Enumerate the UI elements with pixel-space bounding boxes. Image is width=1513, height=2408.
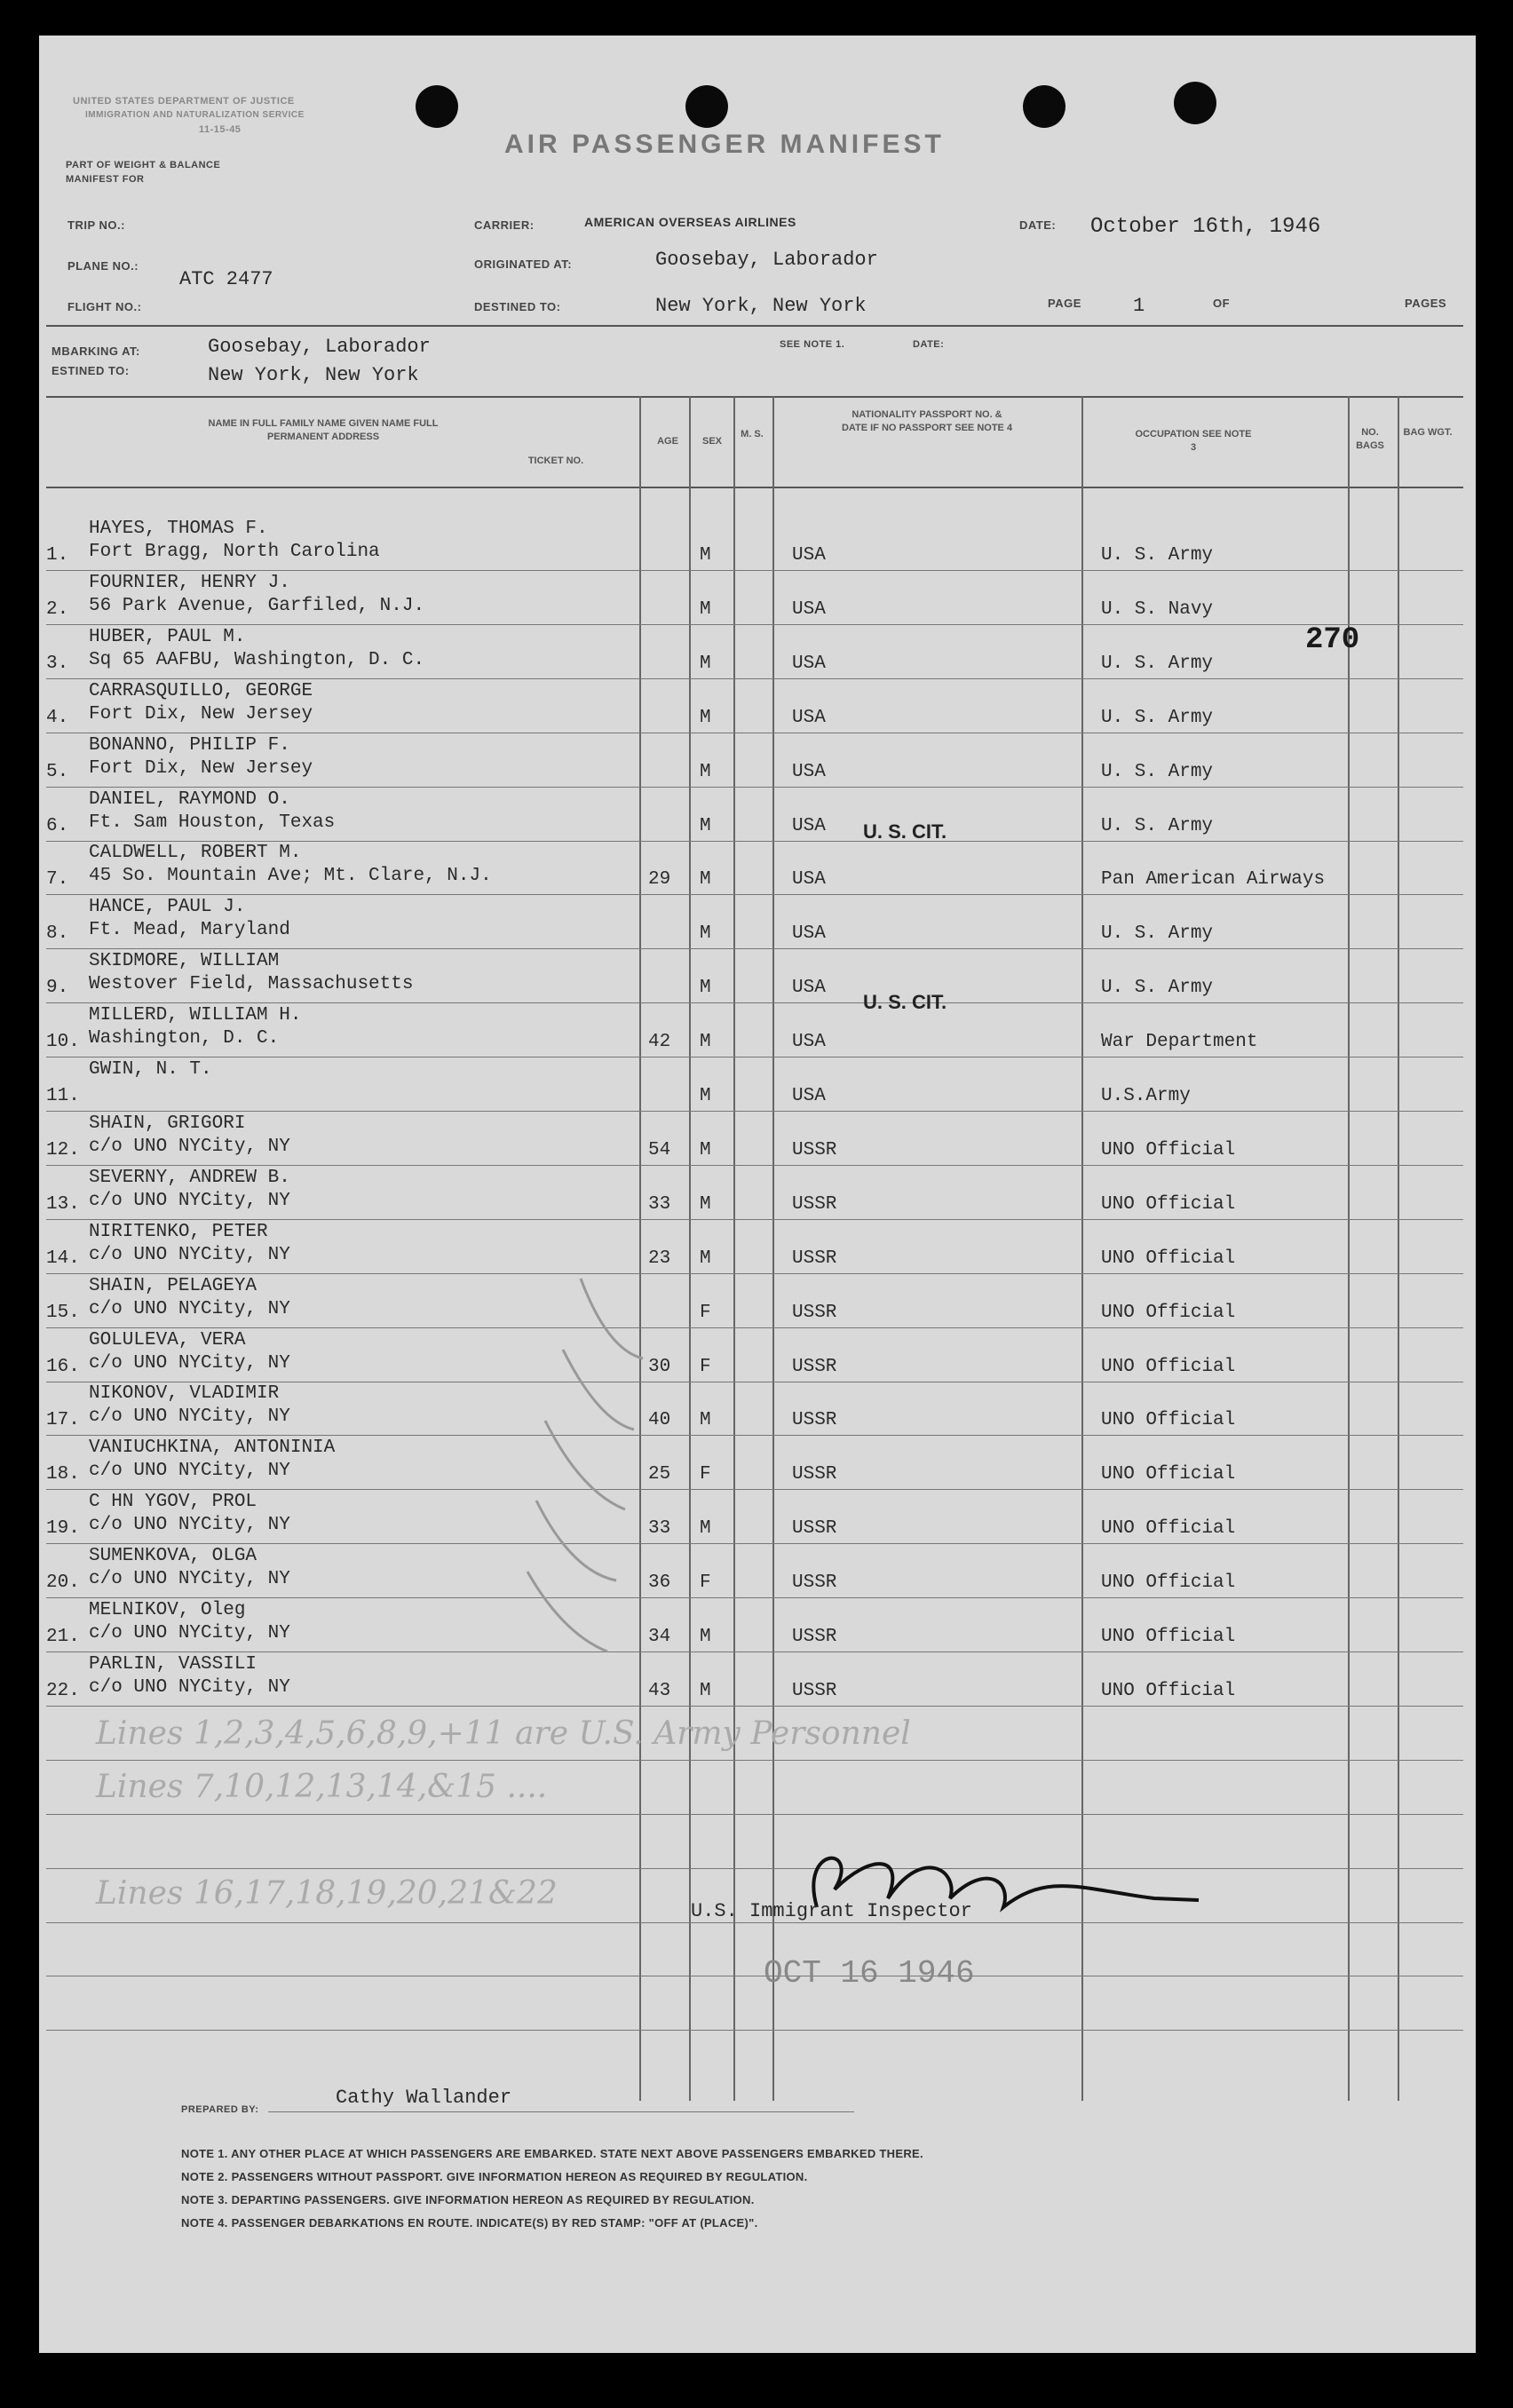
passenger-occupation: UNO Official xyxy=(1101,1572,1236,1594)
plane-no-value: ATC 2477 xyxy=(179,268,273,290)
date2-label: DATE: xyxy=(913,339,945,350)
passenger-sex: M xyxy=(700,1248,711,1269)
row-number: 2. xyxy=(46,598,69,620)
passenger-nationality: USSR xyxy=(792,1572,837,1594)
passenger-occupation: War Department xyxy=(1101,1032,1258,1053)
passenger-occupation: U. S. Army xyxy=(1101,815,1214,836)
prepared-by-label: PREPARED BY: xyxy=(181,2104,259,2115)
passenger-nationality: USA xyxy=(792,598,826,620)
us-cit-stamp: U. S. CIT. xyxy=(863,820,947,843)
passenger-nationality: USSR xyxy=(792,1464,837,1485)
passenger-occupation: UNO Official xyxy=(1101,1302,1236,1323)
embarking-label: MBARKING AT: xyxy=(51,345,140,358)
row-number: 11. xyxy=(46,1086,80,1106)
passenger-sex: M xyxy=(700,1518,711,1540)
passenger-sex: M xyxy=(700,815,711,836)
row-number: 17. xyxy=(46,1410,80,1431)
row-rule xyxy=(46,894,1463,895)
row-rule xyxy=(46,678,1463,679)
passenger-occupation: UNO Official xyxy=(1101,1139,1236,1160)
passenger-nationality: USA xyxy=(792,707,826,728)
passenger-sex: M xyxy=(700,923,711,945)
row-number: 7. xyxy=(46,869,69,891)
passenger-occupation: UNO Official xyxy=(1101,1464,1236,1485)
passenger-address: Washington, D. C. xyxy=(89,1028,280,1050)
passenger-occupation: UNO Official xyxy=(1101,1248,1236,1269)
passenger-occupation: UNO Official xyxy=(1101,1627,1236,1647)
passenger-name: PARLIN, VASSILI xyxy=(89,1653,257,1675)
passenger-sex: M xyxy=(700,1086,711,1106)
row-number: 19. xyxy=(46,1518,80,1540)
handwritten-note: Lines 7,10,12,13,14,&15 .... xyxy=(96,1769,548,1805)
passenger-name: CARRASQUILLO, GEORGE xyxy=(89,680,313,701)
passenger-name: GOLULEVA, VERA xyxy=(89,1329,246,1351)
passenger-sex: M xyxy=(700,978,711,999)
column-rule xyxy=(689,396,691,2101)
row-number: 6. xyxy=(46,815,69,836)
passenger-name: SKIDMORE, WILLIAM xyxy=(89,951,280,972)
passenger-age: 33 xyxy=(648,1193,671,1215)
row-rule xyxy=(46,1327,1463,1328)
row-number: 20. xyxy=(46,1572,80,1594)
row-number: 18. xyxy=(46,1464,80,1485)
page-value: 1 xyxy=(1133,295,1145,317)
col-header-ms: M. S. xyxy=(741,429,764,440)
passenger-occupation: UNO Official xyxy=(1101,1680,1236,1701)
us-cit-stamp: U. S. CIT. xyxy=(863,991,947,1013)
passenger-occupation: UNO Official xyxy=(1101,1410,1236,1431)
destined2-label: ESTINED TO: xyxy=(51,364,130,377)
passenger-sex: M xyxy=(700,1032,711,1053)
passenger-occupation: Pan American Airways xyxy=(1101,869,1326,891)
passenger-sex: F xyxy=(700,1356,711,1377)
passenger-name: HAYES, THOMAS F. xyxy=(89,519,268,539)
footnote: NOTE 2. PASSENGERS WITHOUT PASSPORT. GIVE INFORMATION HEREON AS REQUIRED BY REGULATION. xyxy=(181,2170,808,2183)
date-stamp: OCT 16 1946 xyxy=(764,1955,975,1992)
passenger-address: Ft. Mead, Maryland xyxy=(89,920,290,941)
passenger-address: Ft. Sam Houston, Texas xyxy=(89,812,336,833)
row-rule xyxy=(46,624,1463,625)
passenger-address: c/o UNO NYCity, NY xyxy=(89,1190,290,1211)
passenger-name: NIRITENKO, PETER xyxy=(89,1221,268,1242)
passenger-name: DANIEL, RAYMOND O. xyxy=(89,788,290,810)
plane-no-label: PLANE NO.: xyxy=(67,259,139,273)
passenger-age: 34 xyxy=(648,1627,671,1647)
passenger-address: c/o UNO NYCity, NY xyxy=(89,1406,290,1428)
passenger-sex: M xyxy=(700,1193,711,1215)
passenger-age: 23 xyxy=(648,1248,671,1269)
passenger-nationality: USA xyxy=(792,1032,826,1053)
passenger-address: Sq 65 AAFBU, Washington, D. C. xyxy=(89,649,425,670)
pages-label: PAGES xyxy=(1405,297,1447,310)
divider xyxy=(46,325,1463,327)
footnote: NOTE 4. PASSENGER DEBARKATIONS EN ROUTE. INDICATE(S) BY RED STAMP: "OFF AT (PLACE)". xyxy=(181,2216,758,2230)
punch-hole xyxy=(416,85,458,128)
divider xyxy=(46,396,1463,398)
passenger-address: Fort Dix, New Jersey xyxy=(89,703,313,725)
passenger-age: 33 xyxy=(648,1518,671,1540)
passenger-sex: F xyxy=(700,1464,711,1485)
manifest-for-label: MANIFEST FOR xyxy=(66,174,145,185)
row-number: 12. xyxy=(46,1139,80,1160)
row-number: 1. xyxy=(46,545,69,566)
passenger-nationality: USA xyxy=(792,923,826,945)
handwritten-note: Lines 1,2,3,4,5,6,8,9,+11 are U.S. Army Personnel xyxy=(96,1715,911,1752)
passenger-occupation: U. S. Army xyxy=(1101,923,1214,945)
passenger-nationality: USA xyxy=(792,869,826,891)
date-label: DATE: xyxy=(1019,218,1057,232)
passenger-occupation: U. S. Army xyxy=(1101,545,1214,566)
row-number: 16. xyxy=(46,1356,80,1377)
weight-annotation: 270 xyxy=(1305,623,1360,657)
passenger-occupation: U. S. Army xyxy=(1101,761,1214,782)
passenger-name: C HN YGOV, PROL xyxy=(89,1492,257,1513)
passenger-occupation: UNO Official xyxy=(1101,1518,1236,1540)
passenger-age: 40 xyxy=(648,1410,671,1431)
passenger-nationality: USA xyxy=(792,545,826,566)
passenger-occupation: UNO Official xyxy=(1101,1356,1236,1377)
col-header-sex: SEX xyxy=(701,436,722,447)
col-header-name: NAME IN FULL FAMILY NAME GIVEN NAME FULL PERMANENT ADDRESS xyxy=(208,418,439,442)
row-rule xyxy=(46,570,1463,571)
part-of-label: PART OF WEIGHT & BALANCE xyxy=(66,160,221,170)
passenger-sex: M xyxy=(700,653,711,674)
row-number: 4. xyxy=(46,707,69,728)
passenger-sex: M xyxy=(700,707,711,728)
prepared-by-line xyxy=(268,2111,854,2112)
punch-hole xyxy=(1023,85,1065,128)
row-rule xyxy=(46,948,1463,949)
row-rule xyxy=(46,1868,1463,1869)
passenger-nationality: USSR xyxy=(792,1302,837,1323)
row-rule xyxy=(46,1760,1463,1761)
passenger-nationality: USSR xyxy=(792,1356,837,1377)
passenger-nationality: USA xyxy=(792,815,826,836)
passenger-nationality: USSR xyxy=(792,1139,837,1160)
passenger-name: FOURNIER, HENRY J. xyxy=(89,572,290,593)
passenger-name: SHAIN, GRIGORI xyxy=(89,1113,246,1134)
passenger-sex: M xyxy=(700,869,711,891)
passenger-sex: F xyxy=(700,1302,711,1323)
passenger-sex: M xyxy=(700,598,711,620)
passenger-sex: M xyxy=(700,1410,711,1431)
embarking-value: Goosebay, Laborador xyxy=(208,336,431,358)
row-rule xyxy=(46,787,1463,788)
column-rule xyxy=(733,396,735,2101)
dept-stamp-line: 11-15-45 xyxy=(199,124,242,135)
footnote: NOTE 1. ANY OTHER PLACE AT WHICH PASSENGERS ARE EMBARKED. STATE NEXT ABOVE PASSENGERS EMBARKED THERE. xyxy=(181,2147,923,2160)
destined-value: New York, New York xyxy=(655,295,867,317)
passenger-occupation: U.S.Army xyxy=(1101,1086,1191,1106)
passenger-address: 56 Park Avenue, Garfiled, N.J. xyxy=(89,595,425,616)
dept-stamp-line: IMMIGRATION AND NATURALIZATION SERVICE xyxy=(85,110,305,120)
passenger-nationality: USA xyxy=(792,653,826,674)
passenger-address: c/o UNO NYCity, NY xyxy=(89,1136,290,1157)
row-number: 21. xyxy=(46,1627,80,1647)
passenger-name: VANIUCHKINA, ANTONINIA xyxy=(89,1438,336,1459)
passenger-sex: M xyxy=(700,1680,711,1701)
row-rule xyxy=(46,1002,1463,1003)
passenger-sex: M xyxy=(700,761,711,782)
col-header-age: AGE xyxy=(657,436,678,447)
passenger-name: SEVERNY, ANDREW B. xyxy=(89,1167,290,1188)
destined-label: DESTINED TO: xyxy=(474,300,561,313)
row-rule xyxy=(46,1111,1463,1112)
passenger-address: c/o UNO NYCity, NY xyxy=(89,1244,290,1265)
col-header-occupation: OCCUPATION SEE NOTE 3 xyxy=(1135,429,1252,453)
footnote: NOTE 3. DEPARTING PASSENGERS. GIVE INFORMATION HEREON AS REQUIRED BY REGULATION. xyxy=(181,2193,755,2206)
passenger-nationality: USSR xyxy=(792,1518,837,1540)
see-note-label: SEE NOTE 1. xyxy=(780,339,845,350)
row-number: 14. xyxy=(46,1248,80,1269)
passenger-name: SUMENKOVA, OLGA xyxy=(89,1546,257,1567)
dept-stamp-line: UNITED STATES DEPARTMENT OF JUSTICE xyxy=(73,96,295,107)
destined2-value: New York, New York xyxy=(208,364,419,386)
page-label: PAGE xyxy=(1048,297,1081,310)
passenger-name: MILLERD, WILLIAM H. xyxy=(89,1005,302,1026)
row-rule xyxy=(46,1597,1463,1598)
row-rule xyxy=(46,1273,1463,1274)
row-rule xyxy=(46,2030,1463,2031)
col-header-ticket: TICKET NO. xyxy=(527,455,584,466)
originated-value: Goosebay, Laborador xyxy=(655,249,878,271)
date-value: October 16th, 1946 xyxy=(1090,215,1321,239)
row-number: 15. xyxy=(46,1302,80,1323)
passenger-address: Fort Bragg, North Carolina xyxy=(89,542,380,562)
passenger-sex: M xyxy=(700,545,711,566)
passenger-nationality: USSR xyxy=(792,1248,837,1269)
passenger-name: CALDWELL, ROBERT M. xyxy=(89,843,302,864)
passenger-address: c/o UNO NYCity, NY xyxy=(89,1676,290,1698)
row-rule xyxy=(46,1543,1463,1544)
carrier-value: AMERICAN OVERSEAS AIRLINES xyxy=(584,215,796,229)
row-rule xyxy=(46,1165,1463,1166)
passenger-age: 43 xyxy=(648,1680,671,1701)
col-header-bags: NO. BAGS xyxy=(1356,427,1384,451)
passenger-age: 54 xyxy=(648,1139,671,1160)
passenger-address: c/o UNO NYCity, NY xyxy=(89,1569,290,1590)
row-rule xyxy=(46,1219,1463,1220)
passenger-address: 45 So. Mountain Ave; Mt. Clare, N.J. xyxy=(89,866,492,887)
passenger-name: SHAIN, PELAGEYA xyxy=(89,1275,257,1296)
originated-label: ORIGINATED AT: xyxy=(474,257,573,271)
row-number: 13. xyxy=(46,1193,80,1215)
col-header-nationality: NATIONALITY PASSPORT NO. & DATE IF NO PASSPORT SEE NOTE 4 xyxy=(841,409,1013,433)
row-rule xyxy=(46,1706,1463,1707)
passenger-address: c/o UNO NYCity, NY xyxy=(89,1461,290,1482)
of-label: OF xyxy=(1213,297,1231,310)
passenger-address: c/o UNO NYCity, NY xyxy=(89,1352,290,1374)
row-rule xyxy=(46,1814,1463,1815)
passenger-address: Westover Field, Massachusetts xyxy=(89,974,414,995)
passenger-name: NIKONOV, VLADIMIR xyxy=(89,1383,280,1405)
trip-no-label: TRIP NO.: xyxy=(67,218,125,232)
handwritten-note: Lines 16,17,18,19,20,21&22 xyxy=(96,1875,558,1912)
passenger-sex: M xyxy=(700,1139,711,1160)
row-rule xyxy=(46,841,1463,842)
passenger-nationality: USA xyxy=(792,1086,826,1106)
header-bottom-rule xyxy=(46,487,1463,488)
row-number: 3. xyxy=(46,653,69,674)
passenger-name: MELNIKOV, Oleg xyxy=(89,1600,246,1620)
passenger-name: HUBER, PAUL M. xyxy=(89,626,246,647)
row-number: 5. xyxy=(46,761,69,782)
col-header-wgt: BAG WGT. xyxy=(1403,427,1453,438)
passenger-name: GWIN, N. T. xyxy=(89,1059,212,1080)
passenger-nationality: USA xyxy=(792,761,826,782)
passenger-sex: M xyxy=(700,1627,711,1647)
passenger-age: 25 xyxy=(648,1464,671,1485)
passenger-nationality: USSR xyxy=(792,1680,837,1701)
manifest-page xyxy=(39,36,1476,2353)
passenger-nationality: USSR xyxy=(792,1193,837,1215)
passenger-occupation: UNO Official xyxy=(1101,1193,1236,1215)
passenger-name: BONANNO, PHILIP F. xyxy=(89,734,290,756)
passenger-address: Fort Dix, New Jersey xyxy=(89,757,313,779)
passenger-nationality: USA xyxy=(792,978,826,999)
passenger-occupation: U. S. Navy xyxy=(1101,598,1214,620)
row-rule xyxy=(46,1435,1463,1436)
column-rule xyxy=(1398,396,1399,2101)
passenger-age: 29 xyxy=(648,869,671,891)
passenger-nationality: USSR xyxy=(792,1627,837,1647)
flight-no-label: FLIGHT NO.: xyxy=(67,300,142,313)
passenger-address: c/o UNO NYCity, NY xyxy=(89,1515,290,1536)
passenger-age: 30 xyxy=(648,1356,671,1377)
prepared-by-value: Cathy Wallander xyxy=(336,2087,512,2109)
row-rule xyxy=(46,1489,1463,1490)
passenger-age: 36 xyxy=(648,1572,671,1594)
passenger-nationality: USSR xyxy=(792,1410,837,1431)
row-number: 22. xyxy=(46,1680,80,1701)
punch-hole xyxy=(685,85,728,128)
passenger-occupation: U. S. Army xyxy=(1101,978,1214,999)
passenger-address: c/o UNO NYCity, NY xyxy=(89,1298,290,1319)
passenger-address: c/o UNO NYCity, NY xyxy=(89,1623,290,1644)
passenger-sex: F xyxy=(700,1572,711,1594)
row-number: 8. xyxy=(46,923,69,945)
passenger-name: HANCE, PAUL J. xyxy=(89,897,246,918)
row-number: 10. xyxy=(46,1032,80,1053)
page-title: AIR PASSENGER MANIFEST xyxy=(504,130,945,159)
carrier-label: CARRIER: xyxy=(474,218,535,232)
handwritten-checkmarks xyxy=(501,1243,678,1705)
passenger-age: 42 xyxy=(648,1032,671,1053)
passenger-occupation: U. S. Army xyxy=(1101,707,1214,728)
column-rule xyxy=(772,396,774,2101)
punch-hole xyxy=(1174,82,1216,124)
passenger-occupation: U. S. Army xyxy=(1101,653,1214,674)
inspector-label: U.S. Immigrant Inspector xyxy=(691,1900,972,1922)
row-number: 9. xyxy=(46,978,69,999)
